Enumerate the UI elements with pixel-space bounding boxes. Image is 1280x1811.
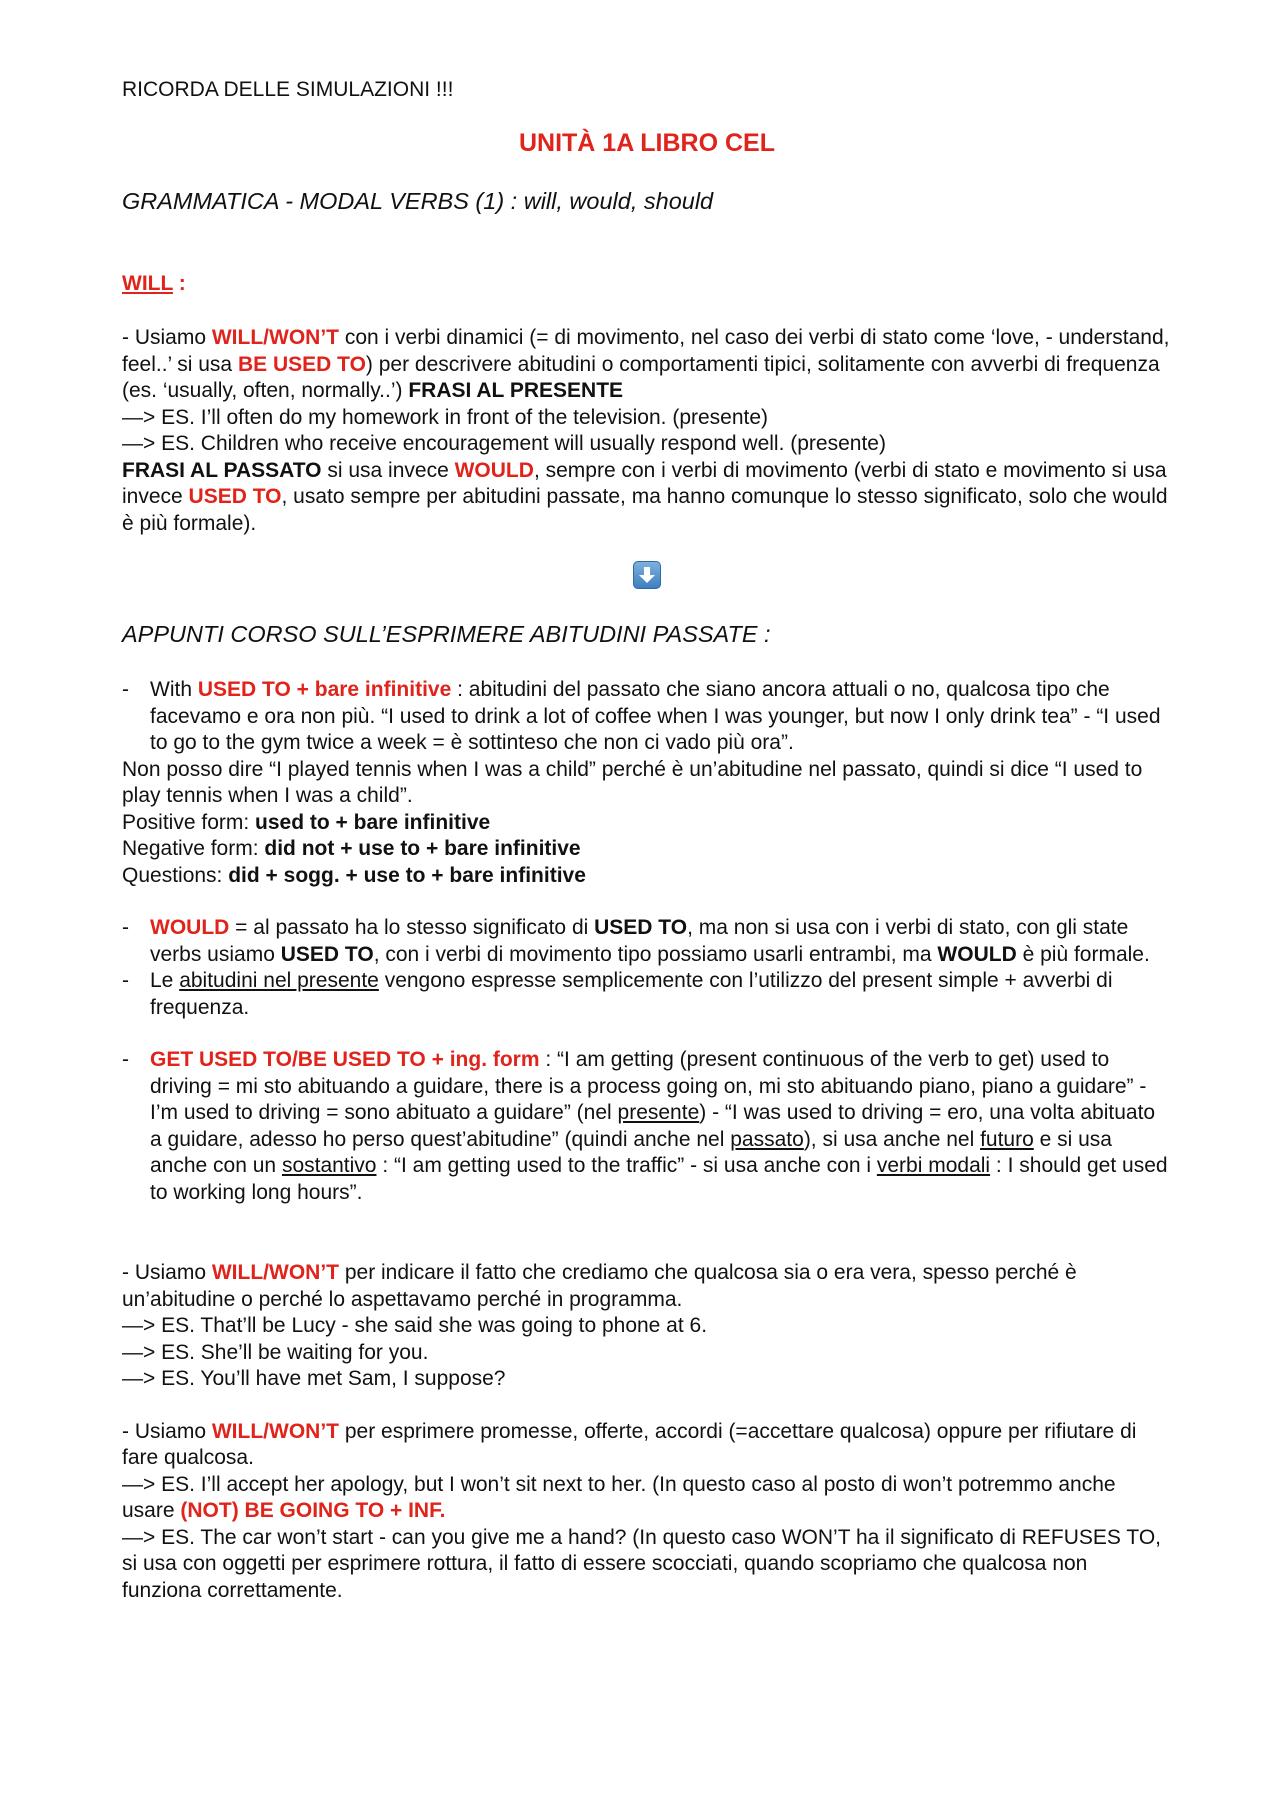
text: si usa invece xyxy=(321,458,455,482)
text: - Usiamo xyxy=(122,326,212,349)
will-heading xyxy=(122,271,1172,298)
positive-form xyxy=(122,810,1172,837)
bullet-dash: - xyxy=(122,678,129,701)
bullet-dash: - xyxy=(122,969,129,992)
text: : I should get used to working long hours”. xyxy=(150,1154,1168,1204)
text: : “I am getting used to the traffic” - si usa anche con i xyxy=(376,1154,877,1177)
paragraph-will-past xyxy=(122,458,1172,538)
bold-text: FRASI AL PRESENTE xyxy=(408,379,624,402)
text: per indicare il fatto che crediamo che qualcosa sia o era vera, spesso perché è un’abitudine o perché lo aspettavamo perché in programma. xyxy=(122,1261,1077,1311)
text: - Usiamo xyxy=(122,1261,212,1284)
underlined-text: abitudini nel presente xyxy=(179,969,379,992)
highlight: WOULD xyxy=(454,458,534,482)
underlined-text: presente xyxy=(617,1101,700,1124)
text: , con i verbi di movimento tipo possiamo usarli entrambi, ma xyxy=(373,942,938,966)
example-2: —> ES. Children who receive encouragement will usually respond well. (presente) xyxy=(122,432,886,455)
questions-form xyxy=(122,863,1172,890)
underlined-text: futuro xyxy=(980,1127,1034,1151)
highlight: WOULD xyxy=(150,916,230,939)
header-note: RICORDA DELLE SIMULAZIONI !!! xyxy=(122,78,454,101)
text: With xyxy=(150,678,198,701)
bullet-dash: - xyxy=(122,1048,129,1071)
negative-form xyxy=(122,836,1172,863)
document-page xyxy=(122,77,1172,1604)
example-5: —> ES. You’ll have met Sam, I suppose? xyxy=(122,1367,506,1390)
text: e si usa anche con un xyxy=(150,1127,1112,1177)
text: per esprimere promesse, offerte, accordi (=accettare qualcosa) oppure per rifiutare di fare qualcosa. xyxy=(122,1419,1137,1469)
text: = al passato ha lo stesso significato di xyxy=(229,916,595,939)
form-value: did + sogg. + use to + bare infinitive xyxy=(228,863,586,887)
bullet-present-habits xyxy=(122,968,1172,1021)
highlight: USED TO xyxy=(188,485,282,508)
section-heading-past-habits: APPUNTI CORSO SULL’ESPRIMERE ABITUDINI PASSATE : xyxy=(122,621,771,647)
form-label: Questions: xyxy=(122,863,229,887)
bold-text: FRASI AL PASSATO xyxy=(122,458,322,482)
example-4: —> ES. She’ll be waiting for you. xyxy=(122,1340,429,1364)
text: : abitudini del passato che siano ancora attuali o no, qualcosa tipo che facevamo e ora non più. “I used to drink a lot of coffee when I was younger, but now I only drink tea” - “I used to go to the gym twice a week = è sottinteso che non ci vado più ora”. xyxy=(150,678,1161,754)
example-1: —> ES. I’ll often do my homework in front of the television. (presente) xyxy=(122,405,769,429)
paragraph-will-promises xyxy=(122,1419,1172,1472)
bold-text: USED TO xyxy=(594,916,688,939)
text: ) per descrivere abitudini o comportamenti tipici, solitamente con avverbi di frequenza (es. ‘usually, often, normally..’) xyxy=(122,352,1160,402)
text: : “I am getting (present continuous of the verb to get) used to driving = mi sto abituando a guidare, there is a process going on, mi sto abituando piano, piano a guidare” - I’m used to driving = sono abituato a guidare” (nel xyxy=(150,1048,1147,1124)
paragraph-will-present xyxy=(122,325,1172,405)
text: —> ES. I’ll accept her apology, but I won’t sit next to her. (In questo caso al posto di won’t potremmo anche usare xyxy=(122,1472,1116,1522)
form-label: Positive form: xyxy=(122,810,256,834)
text: , sempre con i verbi di movimento (verbi di stato e movimento si usa invece xyxy=(122,458,1167,508)
highlight: WILL/WON’T xyxy=(211,326,339,349)
page-title: UNITÀ 1A LIBRO CEL xyxy=(518,128,776,157)
text: Le xyxy=(150,969,180,992)
text: , ma non si usa con i verbi di stato, con gli state verbs usiamo xyxy=(150,916,1129,966)
bullet-would xyxy=(122,915,1172,968)
subtitle: GRAMMATICA - MODAL VERBS (1) : will, would, should xyxy=(122,187,714,214)
paragraph-will-belief xyxy=(122,1260,1172,1313)
form-value: did not + use to + bare infinitive xyxy=(264,837,581,860)
bullet-used-to xyxy=(122,677,1172,757)
highlight: BE USED TO xyxy=(237,352,366,376)
bullet-get-used-to xyxy=(122,1047,1172,1206)
bullet-dash: - xyxy=(122,916,129,939)
form-value: used to + bare infinitive xyxy=(255,810,491,834)
highlight: GET USED TO/BE USED TO + ing. form xyxy=(150,1048,540,1071)
form-label: Negative form: xyxy=(122,837,265,860)
bold-text: WOULD xyxy=(937,942,1017,966)
text: ) - “I was used to driving = ero, una volta abituato a guidare, adesso ho perso quest’abitudine” (quindi anche nel xyxy=(150,1101,1156,1151)
arrow-row xyxy=(122,561,1172,593)
bold-text: USED TO xyxy=(280,942,374,966)
highlight: WILL/WON’T xyxy=(211,1419,339,1443)
will-colon: : xyxy=(172,271,186,295)
highlight: WILL/WON’T xyxy=(211,1261,339,1284)
example-3: —> ES. That’ll be Lucy - she said she was going to phone at 6. xyxy=(122,1314,708,1337)
example-7: —> ES. The car won’t start - can you give me a hand? (In questo caso WON’T ha il significato di REFUSES TO, si usa con oggetti per esprimere rottura, il fatto di essere scocciati, quando scopriamo che qualcosa non funziona correttamente. xyxy=(122,1525,1161,1602)
example-6 xyxy=(122,1472,1172,1525)
text: - Usiamo xyxy=(122,1419,212,1443)
underlined-text: verbi modali xyxy=(876,1154,991,1177)
highlight: USED TO + bare infinitive xyxy=(197,678,452,701)
text: con i verbi dinamici (= di movimento, nel caso dei verbi di stato come ‘love, - understand, feel..’ si usa xyxy=(122,326,1170,376)
text: , usato sempre per abitudini passate, ma hanno comunque lo stesso significato, solo che would è più formale). xyxy=(122,485,1168,535)
text: ), si usa anche nel xyxy=(803,1127,981,1151)
will-label: WILL xyxy=(122,271,173,295)
underlined-text: sostantivo xyxy=(281,1154,377,1177)
highlight: (NOT) BE GOING TO + INF. xyxy=(180,1499,446,1522)
note-played-tennis: Non posso dire “I played tennis when I was a child” perché è un’abitudine nel passato, quindi si dice “I used to play tennis when I was a child”. xyxy=(122,757,1143,807)
down-arrow-icon xyxy=(633,561,661,589)
underlined-text: passato xyxy=(730,1127,804,1151)
text: è più formale. xyxy=(1016,942,1150,966)
text: vengono espresse semplicemente con l’utilizzo del present simple + avverbi di frequenza. xyxy=(150,969,1113,1019)
